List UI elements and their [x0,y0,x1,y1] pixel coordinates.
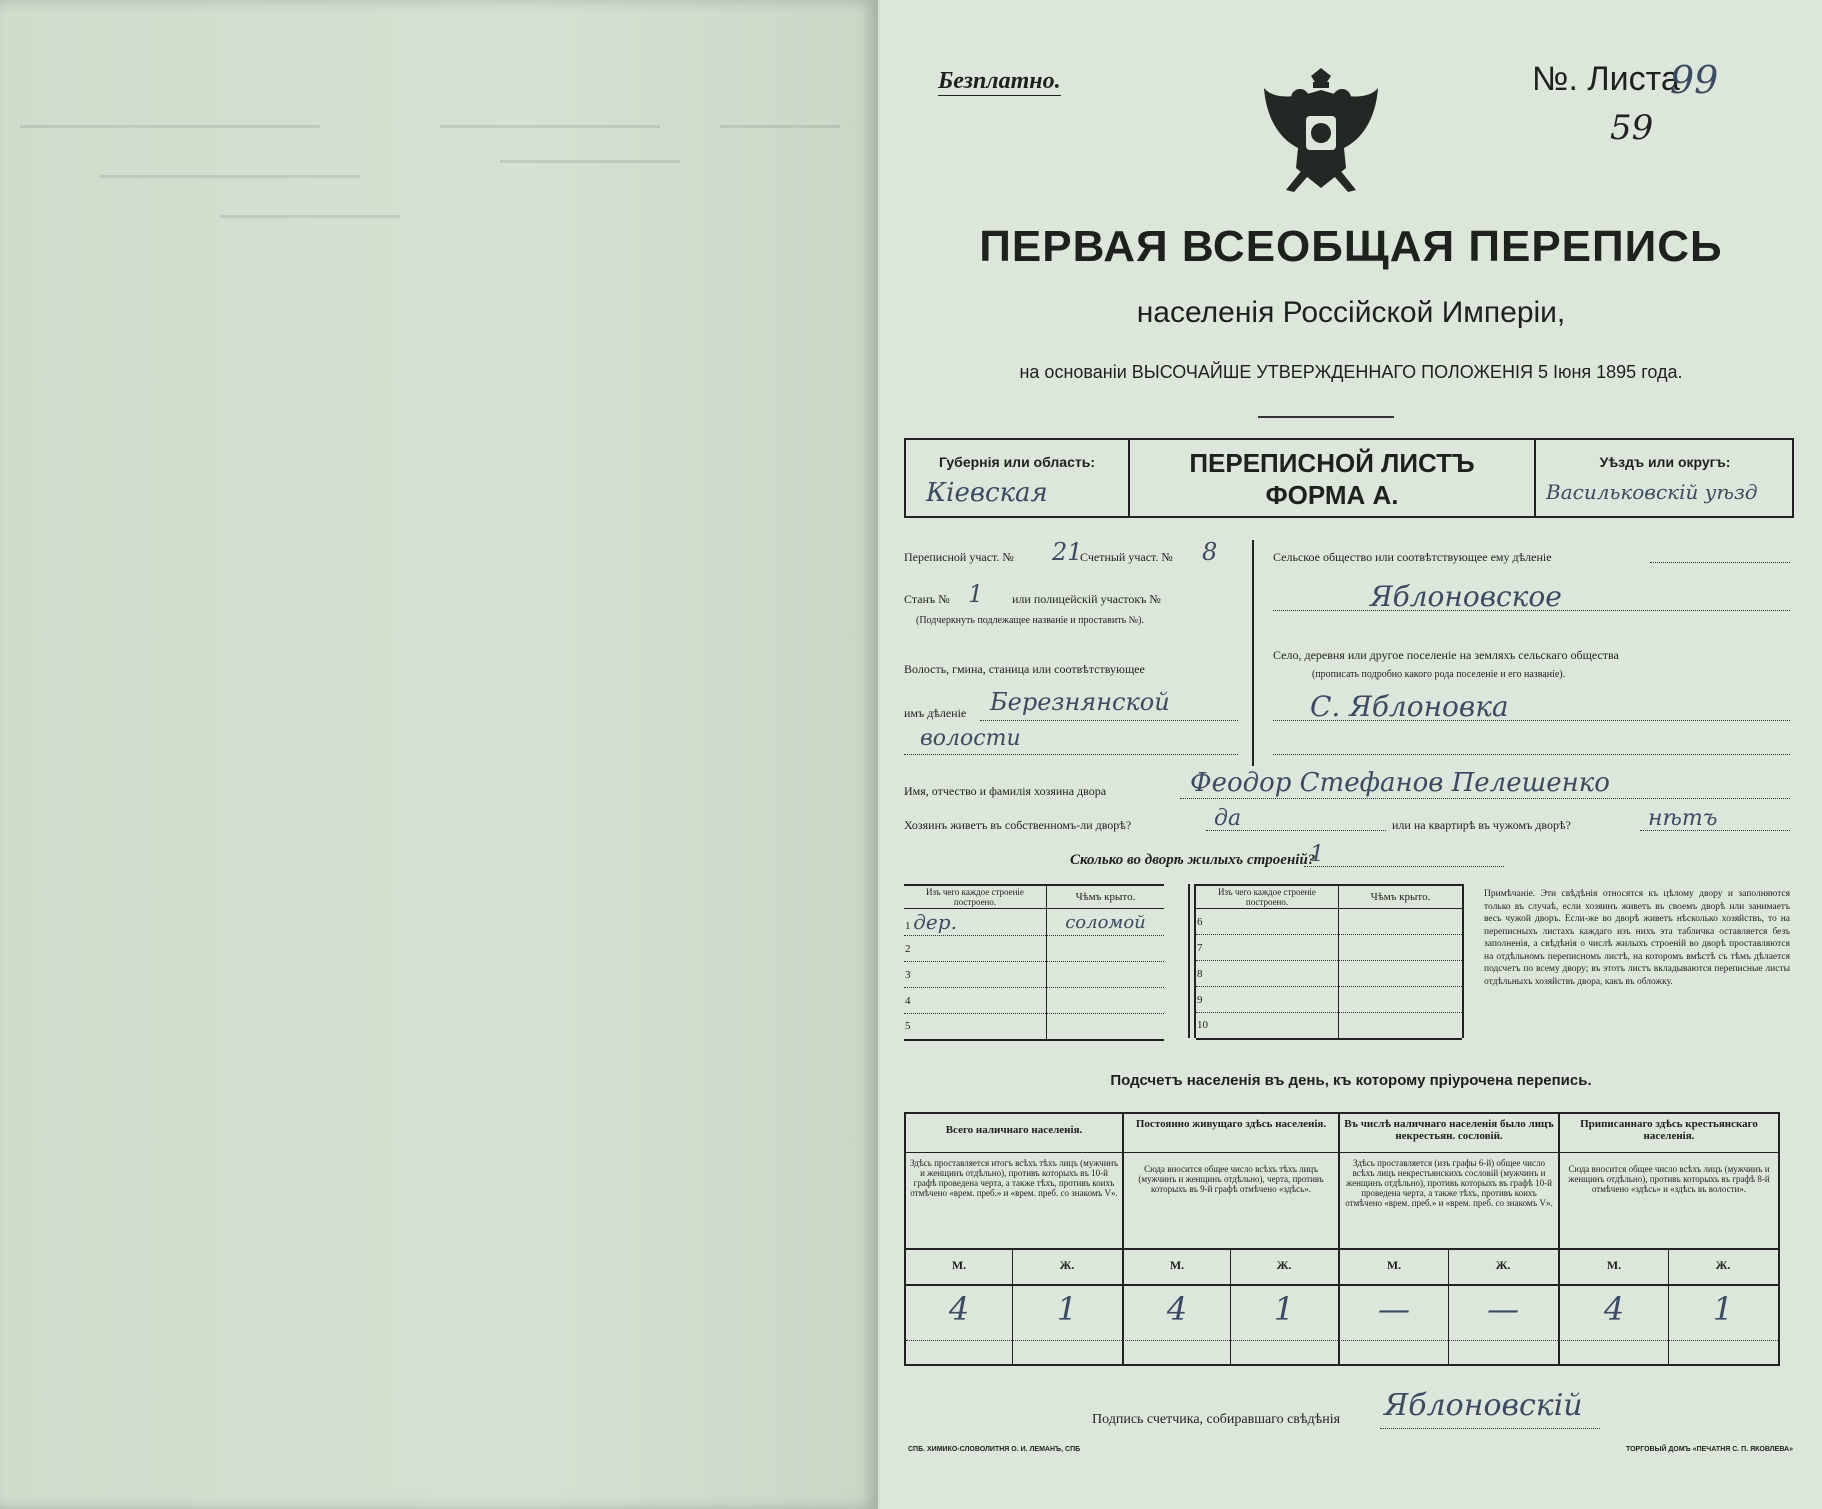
building-row-roof: соломой [1065,911,1146,933]
col-roof-header-2: Чѣмъ крыто. [1370,891,1431,903]
population-title: Подсчетъ населенія въ день, къ которому пріурочена перепись. [1110,1072,1592,1089]
sheet-number-alt: 59 [1610,108,1654,148]
census-section-label: Переписной участ. № [904,550,1014,564]
form-title: ФОРМА А. [1265,480,1399,510]
census-section-value: 21 [1052,538,1083,566]
printer-mark-left: СПБ. ХИМИКО-СЛОВОЛИТНЯ О. И. ЛЕМАНЪ, СПБ [908,1446,1081,1453]
sheet-title: ПЕРЕПИСНОЙ ЛИСТЪ [1189,448,1475,478]
population-col-head: Приписаннаго здѣсь крестьянскаго населенія. [1580,1118,1758,1142]
society-line-2 [1273,610,1790,611]
stan-value: 1 [968,580,984,608]
buildings-value: 1 [1310,842,1324,867]
building-row [904,962,1164,988]
buildings-line [1304,866,1504,867]
district-value: Васильковскій уѣзд [1546,480,1758,504]
show-through-text [20,115,860,235]
count-section-label: Счетный участ. № [1080,550,1173,564]
building-row-material: дер. [913,910,957,934]
building-row [904,909,1164,936]
building-row [904,1014,1164,1040]
building-row-number: 1 [905,920,911,932]
owner-line [1180,798,1790,799]
count-registered-male: 4 [1603,1290,1625,1328]
police-label: или полицейскій участокъ № [1012,592,1161,606]
sheet-number-label: №. Листа [1532,60,1680,98]
volost-label: Волость, гмина, станица или соотвѣтствующее [904,662,1145,676]
printer-mark-right: ТОРГОВЫЙ ДОМЪ «ПЕЧАТНЯ С. П. ЯКОВЛЕВА» [1626,1446,1793,1453]
imperial-eagle-emblem [1256,58,1386,198]
village-note: (прописать подробно какого рода поселеніе и его названіе). [1312,669,1566,680]
count-section-value: 8 [1202,538,1218,566]
building-row [1196,1013,1462,1039]
population-col-desc: Сюда вносится общее число всѣхъ тѣхъ лицъ (мужчинъ и женщинъ отдѣльно), черта, противъ которыхъ въ 9-й графѣ отмѣчено «здѣсь». [1138,1164,1324,1194]
rent-value: нѣтъ [1648,806,1718,831]
building-row [1196,987,1462,1013]
population-col-head: Въ числѣ наличнаго населенія было лицъ некрестьян. сословій. [1344,1118,1554,1142]
male-label: М. [1606,1258,1622,1272]
count-non-peasant-male: — [1378,1290,1410,1328]
left-blank-page [0,0,878,1509]
building-row-number: 8 [1196,961,1339,987]
society-line-1 [1650,562,1790,563]
stan-label: Станъ № [904,592,950,606]
table-double-line-a [1188,884,1190,1038]
rent-label: или на квартирѣ въ чужомъ дворѣ? [1392,818,1571,832]
male-label: М. [1386,1258,1402,1272]
subtitle: населенія Россійской Имперіи, [1136,296,1566,329]
free-label: Безплатно. [938,68,1061,94]
building-row [1196,935,1462,961]
building-row-number: 7 [1196,935,1339,961]
building-row-number: 2 [905,942,911,955]
lives-value: да [1214,806,1242,831]
province-cell [906,440,1130,516]
population-col-head: Всего наличнаго населенія. [945,1124,1083,1136]
female-label: Ж. [1059,1258,1075,1272]
buildings-label: Сколько во дворѣ жилыхъ строеній? [1070,852,1316,868]
building-row-number: 4 [905,994,911,1007]
village-value: С. Яблоновка [1310,690,1509,723]
district-label: Уѣздъ или округъ: [1599,454,1731,470]
fields-divider [1252,540,1254,766]
village-line-2 [1273,754,1790,755]
buildings-note: Примѣчаніе. Эти свѣдѣнія относятся къ цѣлому двору и заполняются только въ случаѣ, если хозяинъ живетъ въ своемъ дворѣ или занимаетъ весь чужой дворъ. Если-же во дворѣ живетъ нѣсколько хозяйствъ, то на переписныхъ листахъ каждаго изъ нихъ эта табличка оставляется безъ заполненія, а свѣдѣнія о числѣ жилыхъ строеній во дворѣ проставляются на отдѣльномъ переписномъ листѣ, на которомъ вмѣстѣ съ тѣмъ дѣлается подсчетъ по всему двору; въ этотъ листъ вкладываются переписные листы отдѣльныхъ хозяйствъ двора, какъ въ обложку. [1484,889,1790,987]
population-col-desc: Здѣсь проставляется (изъ графы 6-й) общее число всѣхъ лицъ некрестьянскихъ сословій (мужчинъ и женщинъ отдѣльно), противъ которыхъ въ графѣ 10-й проведена черта, а также тѣхъ, противъ коихъ отмѣчено «врем. преб.» и «врем. преб. со знакомъ V». [1345,1158,1553,1208]
building-row-number: 3 [905,968,911,981]
buildings-table-right [1196,884,1464,1038]
population-col-desc: Здѣсь проставляется итогъ всѣхъ тѣхъ лицъ (мужчинъ и женщинъ отдѣльно), противъ которыхъ въ 10-й графѣ проведена черта, а также тѣхъ, противъ коихъ отмѣчено «врем. преб.» и «врем. преб. со знакомъ V». [910,1158,1119,1198]
building-row-number: 6 [1196,909,1339,935]
society-label: Сельское общество или соотвѣтствующее ему дѣленіе [1273,550,1552,564]
district-cell [1534,440,1794,516]
village-line-1 [1273,720,1790,721]
building-row-number: 5 [905,1020,911,1033]
count-total-female: 1 [1056,1290,1078,1328]
male-label: М. [1169,1258,1185,1272]
ornament-divider [1258,416,1394,418]
census-form-page [880,0,1822,1509]
col-roof-header: Чѣмъ крыто. [1075,891,1136,903]
volost-value: Березнянской [990,688,1170,716]
female-label: Ж. [1495,1258,1511,1272]
population-col-desc: Сюда вносится общее число всѣхъ лицъ (мужчинъ и женщинъ отдѣльно), противъ которыхъ въ графѣ 8-й отмѣчено «здѣсь» и «здѣсь въ волости». [1568,1164,1770,1194]
underline-note: (Подчеркнуть подлежащее названіе и проставить №). [916,615,1144,626]
count-non-peasant-female: — [1487,1290,1519,1328]
lives-line [1206,830,1386,831]
main-title: ПЕРВАЯ ВСЕОБЩАЯ ПЕРЕПИСЬ [979,222,1723,271]
legal-basis: на основаніи ВЫСОЧАЙШЕ УТВЕРЖДЕННАГО ПОЛОЖЕНІЯ 5 Іюня 1895 года. [1019,362,1683,382]
building-row-number: 9 [1196,987,1339,1013]
building-row [904,936,1164,962]
village-label: Село, деревня или другое поселеніе на земляхъ сельскаго общества [1273,648,1619,662]
building-row [1196,909,1462,935]
col-material-header: Изъ чего каждое строеніе построено. [904,885,1047,909]
signature-label: Подпись счетчика, собиравшаго свѣдѣнія [1092,1412,1341,1427]
count-registered-female: 1 [1712,1290,1734,1328]
rent-line [1640,830,1790,831]
form-header-box [904,438,1794,518]
province-value: Кіевская [926,478,1048,508]
owner-value: Феодор Стефанов Пелешенко [1190,768,1610,798]
building-row-number: 10 [1196,1013,1339,1039]
lives-label: Хозяинъ живетъ въ собственномъ-ли дворѣ? [904,818,1132,832]
volost-label-2: имъ дѣленіе [904,706,967,720]
count-total-male: 4 [948,1290,970,1328]
buildings-table-left [904,884,1164,1038]
signature-value: Яблоновскій [1384,1388,1583,1423]
volost-line [980,720,1238,721]
count-resident-male: 4 [1166,1290,1188,1328]
volost-value-2: волости [920,726,1021,751]
building-row [904,988,1164,1014]
sheet-number-handwritten: 99 [1670,58,1719,102]
society-value: Яблоновское [1370,580,1562,613]
female-label: Ж. [1276,1258,1292,1272]
col-material-header-2: Изъ чего каждое строеніе построено. [1196,885,1339,909]
male-label: М. [951,1258,967,1272]
volost-line-2 [904,754,1238,755]
population-table [904,1112,1780,1366]
owner-label: Имя, отчество и фамилія хозяина двора [904,784,1107,798]
building-row [1196,961,1462,987]
population-col-head: Постоянно живущаго здѣсь населенія. [1135,1118,1327,1130]
signature-line [1380,1428,1600,1429]
count-resident-female: 1 [1273,1290,1295,1328]
province-label: Губернія или область: [938,454,1096,470]
female-label: Ж. [1715,1258,1731,1272]
